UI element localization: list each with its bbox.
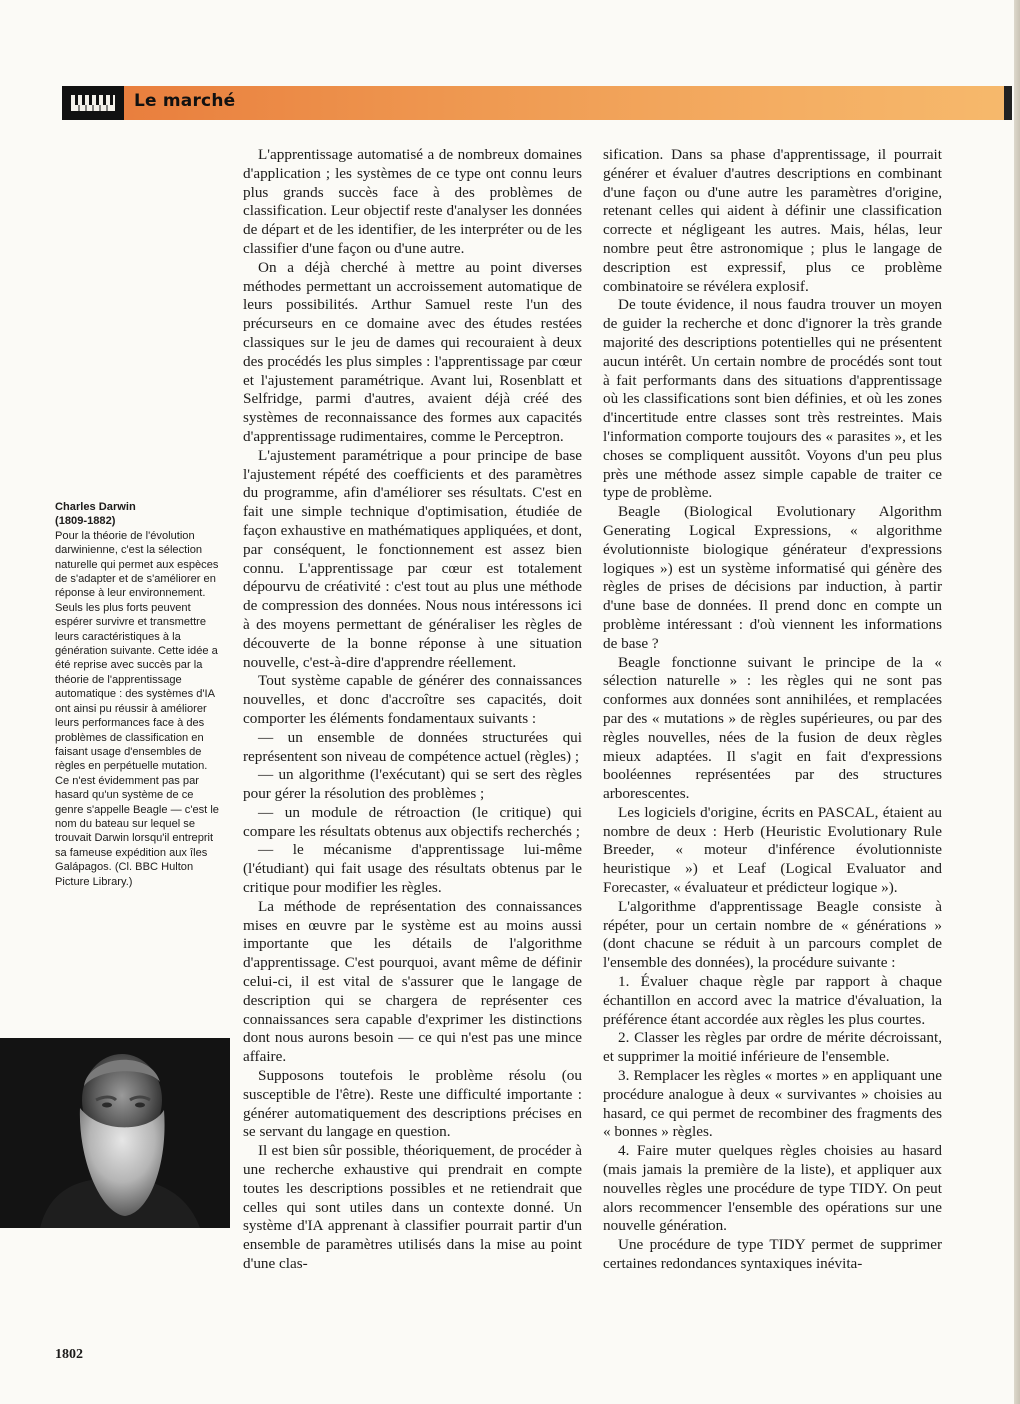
page-number: 1802 bbox=[55, 1347, 83, 1362]
section-header-bar bbox=[62, 86, 1012, 120]
list-item: — un algorithme (l'exécutant) qui se sert des règles pour gérer la résolution des problèmes ; bbox=[243, 766, 582, 803]
paragraph-continued: sification. Dans sa phase d'apprentissage, il pourrait générer et évaluer d'autres descriptions en combinant d'une façon ou d'une autre les paramètres d'origine, retenant celles qui aident à définir une classification correcte et négligeant les autres. Mais, hélas, leur nombre peut être astronomique ; plus le langage de description est expressif, plus ce problème combinatoire se révélera explosif. bbox=[603, 146, 942, 295]
list-item: 2. Classer les règles par ordre de mérite décroissant, et supprimer la moitié inférieure de l'ensemble. bbox=[603, 1029, 942, 1066]
paragraph: De toute évidence, il nous faudra trouver un moyen de guider la recherche et donc d'ignorer la très grande majorité des descriptions potentielles qui ne présentent aucun intérêt. Un certain nombre de procédés sont tout à fait performants dans des situations d'apprentissage où les classifications sont bien définies, et où les zones d'incertitude entre classes sont très restreintes. Mais l'information comporte toujours des « parasites », et les choses se compliquent aussitôt. Voyons d'un peu plus près une méthode assez simple capable de traiter ce type de problème. bbox=[603, 296, 942, 502]
paragraph: L'ajustement paramétrique a pour principe de base l'ajustement répété des coefficients et des paramètres du programme, afin d'améliorer ses résultats. C'est en fait une simple technique d'optimisation, étudiée de façon exhaustive en mathématiques appliquées, et dont, par conséquent, le fonctionnement est assez bien connu. L'apprentissage par cœur est totalement dépourvu de créativité : c'est tout au plus une méthode de compression des données. Nous nous intéressons ici à des moyens permettant de généraliser les règles de découverte de la bonne réponse à une situation nouvelle, c'est-à-dire d'apprendre réellement. bbox=[243, 446, 582, 671]
paragraph: Beagle (Biological Evolutionary Algorithm Generating Logical Expressions, « algorithme évolutionniste biologique générateur d'expressions logiques ») est un système informatisé qui génère des règles de prises de décisions par induction, à partir d'une base de données. Il prend donc en compte un problème intéressant : d'où viennent les informations de base ? bbox=[603, 503, 942, 652]
section-badge bbox=[62, 86, 124, 120]
article-column-right bbox=[603, 146, 942, 1274]
page-edge bbox=[1014, 0, 1020, 1404]
list-item: 4. Faire muter quelques règles choisies au hasard (mais jamais la première de la liste), et appliquer aux nouvelles règles une procédure de type TIDY. On peut alors recommencer l'ensemble des opérations sur une nouvelle génération. bbox=[603, 1142, 942, 1235]
caption-body: Pour la théorie de l'évolution darwinienne, c'est la sélection naturelle qui permet aux espèces de s'adapter et de s'améliorer en réponse à leur environnement. Seuls les plus forts peuvent espérer survivre et transmettre leurs caractéristiques à la génération suivante. Cette idée a été reprise avec succès par la théorie de l'apprentissage automatique : des systèmes d'IA ont ainsi pu réussir à améliorer leurs performances face à des problèmes de classification en faisant usage d'ensembles de règles en perpétuelle mutation. Ce n'est évidemment pas par hasard qu'un système de ce genre s'appelle Beagle — c'est le nom du bateau sur lequel se trouvait Darwin lorsqu'il entreprit sa fameuse expédition aux îles Galápagos. bbox=[55, 529, 219, 874]
paragraph: Tout système capable de générer des connaissances nouvelles, et donc d'accroître ses capacités, doit comporter les éléments fondamentaux suivants : bbox=[243, 672, 582, 727]
darwin-portrait bbox=[0, 1038, 230, 1228]
paragraph: Il est bien sûr possible, théoriquement, de procéder à une recherche exhaustive qui prendrait en compte toutes les descriptions possibles et ne retiendrait que celles qui sont utiles dans un contexte donné. Un système d'IA apprenant à classifier pourrait partir d'un ensemble de paramètres utilisés dans la mise au point d'une clas- bbox=[243, 1142, 582, 1273]
section-title: Le marché bbox=[134, 91, 236, 111]
paragraph: On a déjà cherché à mettre au point diverses méthodes permettant un accroissement automatique de leurs possibilités. Arthur Samuel reste l'un des précurseurs en ce domaine avec des études restées classiques sur le jeu de dames qui recouraient à deux des procédés les plus simples : l'apprentissage par cœur et l'ajustement paramétrique. Avant lui, Rosenblatt et Selfridge, parmi d'autres, avaient déjà créé des systèmes de reconnaissance des formes aux capacités d'apprentissage rudimentaires, comme le Perceptron. bbox=[243, 258, 582, 445]
caption-title: Charles Darwin bbox=[55, 501, 136, 513]
list-item: — un module de rétroaction (le critique) qui compare les résultats obtenus aux objectifs recherchés ; bbox=[243, 803, 582, 840]
paragraph: La méthode de représentation des connaissances mises en œuvre par le système est au moins aussi importante que les détails de l'algorithme d'apprentissage. C'est pourquoi, avant même de définir celui-ci, il est vital de s'assurer que le langage de description qui se chargera de représenter ces connaissances sera capable d'exprimer les distinctions dont nous aurons besoin — ce qui n'est pas une mince affaire. bbox=[243, 897, 582, 1066]
caption-credit: (Cl. BBC Hulton Picture Library.) bbox=[55, 861, 194, 888]
paragraph: Beagle fonctionne suivant le principe de la « sélection naturelle » : les règles qui ne sont pas conformes aux données sont annihilées, et remplacées par des « mutations » de règles supérieures, ou par des règles nouvelles, nées de la fusion de deux règles mieux adaptées. Il s'agit en fait d'expressions booléennes représentées par des structures arborescentes. bbox=[603, 653, 942, 803]
list-item: — un ensemble de données structurées qui représentent son niveau de compétence actuel (règles) ; bbox=[243, 728, 582, 765]
header-edge-mark bbox=[1004, 86, 1012, 120]
list-item: — le mécanisme d'apprentissage lui-même (l'étudiant) qui fait usage des résultats obtenus par le critique pour modifier les règles. bbox=[243, 841, 582, 897]
darwin-portrait-illustration bbox=[0, 1038, 230, 1228]
paragraph: L'algorithme d'apprentissage Beagle consiste à répéter, pour un certain nombre de « générations » (dont chacune se réduit à un parcours complet de l'ensemble des données), la procédure suivante : bbox=[603, 897, 942, 972]
paragraph: Une procédure de type TIDY permet de supprimer certaines redondances syntaxiques inévita- bbox=[603, 1236, 942, 1273]
caption-dates: (1809-1882) bbox=[55, 515, 116, 528]
list-item: 1. Évaluer chaque règle par rapport à chaque échantillon en accord avec la matrice d'évaluation, la préférence étant accordée aux règles les plus courtes. bbox=[603, 973, 942, 1028]
photo-caption bbox=[55, 500, 220, 889]
paragraph: Les logiciels d'origine, écrits en PASCAL, étaient au nombre de deux : Herb (Heuristic Evolutionary Rule Breeder, « moteur d'inférence évolutionniste heuristique ») et Leaf (Logical Evaluator and Forecaster, « évaluateur et prédicteur logique »). bbox=[603, 803, 942, 897]
article-column-left bbox=[243, 146, 582, 1274]
paragraph: L'apprentissage automatisé a de nombreux domaines d'application ; les systèmes de ce type ont connu leurs plus grands succès face à des problèmes de classification. Leur objectif reste d'analyser les données de départ et de les identifier, de les interpréter ou de les classifier d'une façon ou d'une autre. bbox=[243, 146, 582, 257]
list-item: 3. Remplacer les règles « mortes » en appliquant une procédure analogue à deux « survivantes » choisies au hasard, ce qui permet de recombiner des fragments des « bonnes » règles. bbox=[603, 1067, 942, 1141]
piano-keys-icon bbox=[69, 92, 117, 114]
paragraph: Supposons toutefois le problème résolu (ou susceptible de l'être). Reste une difficulté importante : générer automatiquement des descriptions précises en se servant du langage en question. bbox=[243, 1067, 582, 1141]
